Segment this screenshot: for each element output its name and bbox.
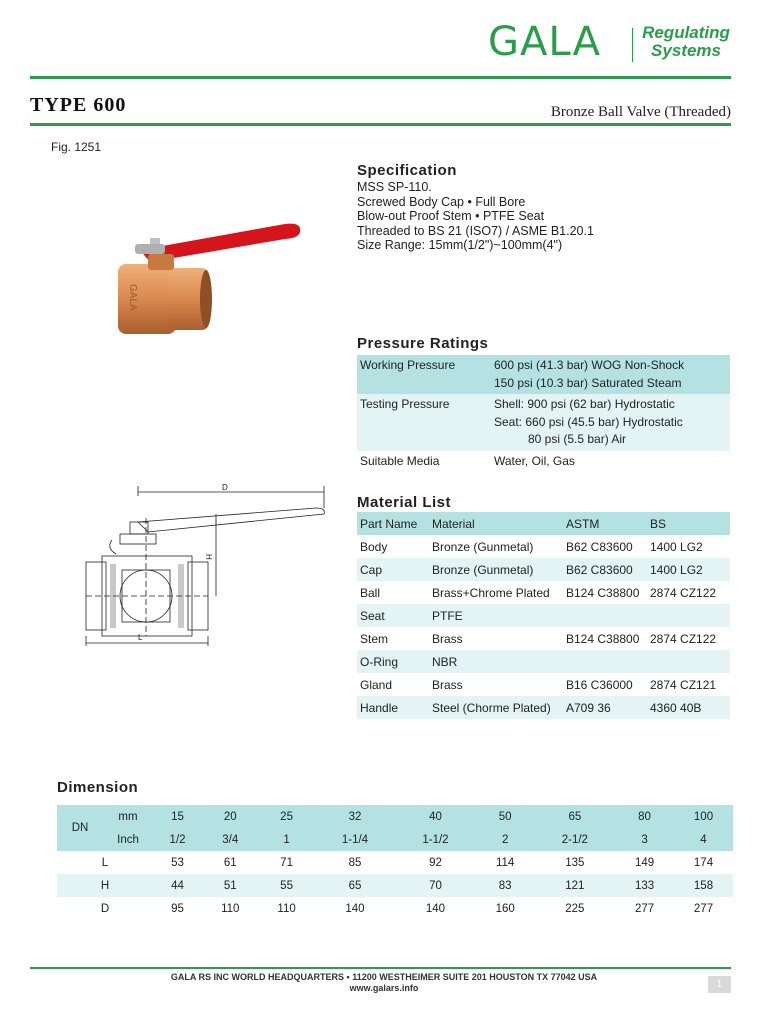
table-header-row bbox=[57, 805, 733, 828]
pressure-value: Seat: 660 psi (45.5 bar) Hydrostatic bbox=[494, 414, 683, 429]
dim-label-l: L bbox=[138, 633, 143, 642]
table-cell: O-Ring bbox=[360, 654, 399, 669]
table-cell: NBR bbox=[432, 654, 458, 669]
mm-value: 15 bbox=[171, 810, 184, 823]
column-header: Material bbox=[432, 516, 475, 531]
table-cell bbox=[563, 604, 647, 627]
column-header: Part Name bbox=[360, 516, 418, 531]
pressure-value: 150 psi (10.3 bar) Saturated Steam bbox=[494, 375, 682, 390]
mm-value: 20 bbox=[223, 810, 237, 823]
dimension-heading: Dimension bbox=[57, 779, 139, 796]
column-header: BS bbox=[650, 516, 667, 531]
dim-label-d: D bbox=[222, 483, 228, 492]
inch-value: 4 bbox=[700, 833, 707, 846]
table-row bbox=[357, 355, 730, 394]
table-header-row bbox=[357, 512, 730, 535]
tagline-line-2: Systems bbox=[651, 41, 721, 60]
footer-rule bbox=[30, 967, 731, 969]
footer-website[interactable]: www.galars.info bbox=[349, 983, 419, 993]
table-cell: 277 bbox=[693, 902, 714, 915]
footer-address: GALA RS INC WORLD HEADQUARTERS • 11200 WESTHEIMER SUITE 201 HOUSTON TX 77042 USA bbox=[170, 972, 598, 982]
mm-value: 25 bbox=[280, 810, 293, 823]
table-row bbox=[357, 535, 730, 558]
table-row bbox=[357, 650, 730, 673]
table-cell: 2874 CZ122 bbox=[650, 631, 717, 646]
dim-label-h: H bbox=[204, 554, 213, 560]
table-cell: 92 bbox=[429, 856, 442, 869]
table-cell: Body bbox=[360, 539, 388, 554]
brand-tagline bbox=[636, 24, 736, 60]
inch-value: 1-1/2 bbox=[422, 833, 449, 846]
table-cell: 55 bbox=[280, 879, 293, 892]
table-cell: Bronze (Gunmetal) bbox=[432, 562, 534, 577]
mm-value: 80 bbox=[638, 810, 651, 823]
table-cell: 1400 LG2 bbox=[650, 539, 703, 554]
specification-heading: Specification bbox=[357, 162, 457, 179]
table-header-row bbox=[57, 828, 733, 851]
table-cell: B62 C83600 bbox=[566, 562, 633, 577]
tagline-line-1: Regulating bbox=[642, 23, 730, 42]
table-cell: 110 bbox=[277, 902, 296, 915]
table-cell: 44 bbox=[171, 879, 184, 892]
table-row bbox=[57, 851, 733, 874]
table-cell: Bronze (Gunmetal) bbox=[432, 539, 534, 554]
inch-value: 2-1/2 bbox=[561, 833, 588, 846]
inch-value: 2 bbox=[501, 833, 509, 846]
table-cell: 2874 CZ122 bbox=[650, 585, 717, 600]
page-title: TYPE 600 bbox=[30, 94, 127, 116]
table-cell: Brass bbox=[432, 631, 463, 646]
table-cell: B16 C36000 bbox=[566, 677, 633, 692]
table-row bbox=[357, 627, 730, 650]
specification-list bbox=[357, 180, 594, 253]
inch-value: 1/2 bbox=[169, 833, 186, 846]
inch-value: 1 bbox=[283, 833, 290, 846]
unit-label: Inch bbox=[117, 833, 139, 846]
pressure-values bbox=[491, 451, 730, 473]
table-row bbox=[357, 581, 730, 604]
table-cell: 61 bbox=[223, 856, 237, 869]
table-cell bbox=[647, 650, 730, 673]
material-list-heading: Material List bbox=[357, 494, 452, 511]
pressure-ratings-table bbox=[357, 355, 730, 472]
inch-value: 1-1/4 bbox=[341, 833, 369, 846]
table-row bbox=[57, 874, 733, 897]
pressure-value: 600 psi (41.3 bar) WOG Non-Shock bbox=[494, 358, 685, 372]
spec-line: Size Range: 15mm(1/2")~100mm(4") bbox=[357, 238, 563, 252]
mm-value: 40 bbox=[429, 810, 442, 823]
valve-drawing bbox=[76, 478, 336, 648]
table-cell: 158 bbox=[693, 879, 714, 892]
spec-line: Blow-out Proof Stem • PTFE Seat bbox=[357, 209, 545, 223]
pressure-label: Working Pressure bbox=[360, 358, 456, 372]
table-cell: 110 bbox=[221, 902, 240, 915]
table-cell: 225 bbox=[565, 902, 585, 915]
logo-divider bbox=[632, 28, 633, 62]
table-cell: Stem bbox=[360, 631, 389, 646]
table-cell: 133 bbox=[634, 879, 655, 892]
spec-line: Threaded to BS 21 (ISO7) / ASME B1.20.1 bbox=[357, 223, 594, 238]
material-list-table bbox=[357, 512, 730, 719]
table-cell: 114 bbox=[495, 856, 515, 869]
unit-label: mm bbox=[118, 810, 138, 823]
table-row bbox=[357, 673, 730, 696]
table-row bbox=[357, 451, 730, 473]
table-cell: 4360 40B bbox=[650, 700, 702, 715]
pressure-value: Shell: 900 psi (62 bar) Hydrostatic bbox=[494, 397, 675, 411]
table-cell: 65 bbox=[348, 879, 362, 892]
pressure-value: 80 psi (5.5 bar) Air bbox=[528, 432, 627, 446]
pressure-ratings-heading: Pressure Ratings bbox=[357, 335, 489, 352]
table-cell: 160 bbox=[495, 902, 515, 915]
brand-logo: GALA bbox=[488, 19, 601, 65]
table-row bbox=[357, 696, 730, 719]
header-rule bbox=[30, 76, 731, 79]
dn-label: DN bbox=[71, 822, 89, 834]
table-cell: Cap bbox=[360, 562, 383, 577]
table-cell: 2874 CZ121 bbox=[650, 677, 717, 692]
spec-line: Screwed Body Cap • Full Bore bbox=[357, 194, 526, 209]
table-cell: 121 bbox=[565, 879, 585, 892]
row-label: H bbox=[100, 879, 110, 892]
pressure-values bbox=[491, 394, 730, 451]
table-cell: 95 bbox=[171, 902, 184, 915]
table-row bbox=[57, 897, 733, 920]
mm-value: 100 bbox=[693, 810, 714, 823]
mm-value: 32 bbox=[348, 810, 362, 823]
mm-value: 65 bbox=[568, 810, 582, 823]
row-label: D bbox=[100, 902, 110, 915]
table-cell: Gland bbox=[360, 677, 393, 692]
table-cell bbox=[563, 650, 647, 673]
table-cell: PTFE bbox=[432, 608, 463, 623]
page-number: 1 bbox=[708, 976, 731, 993]
table-cell: 83 bbox=[498, 879, 512, 892]
table-cell: 53 bbox=[171, 856, 184, 869]
row-label: L bbox=[101, 856, 109, 869]
pressure-values bbox=[491, 355, 730, 394]
inch-value: 3/4 bbox=[222, 833, 239, 846]
valve-photo bbox=[80, 212, 310, 342]
table-cell: 140 bbox=[345, 902, 365, 915]
title-rule bbox=[30, 123, 731, 126]
table-cell: 140 bbox=[425, 902, 446, 915]
valve-body-left bbox=[118, 264, 176, 334]
valve-stem bbox=[135, 244, 165, 254]
valve-bonnet bbox=[148, 254, 174, 270]
table-cell: B124 C38800 bbox=[566, 631, 640, 646]
valve-port bbox=[200, 270, 212, 328]
table-cell: 71 bbox=[280, 856, 293, 869]
figure-caption: Fig. 1251 bbox=[51, 140, 102, 154]
pressure-label: Testing Pressure bbox=[360, 397, 450, 411]
table-cell: A709 36 bbox=[566, 700, 611, 715]
table-cell: B124 C38800 bbox=[566, 585, 640, 600]
table-cell: 174 bbox=[693, 856, 714, 869]
table-cell: 1400 LG2 bbox=[650, 562, 703, 577]
column-header: ASTM bbox=[566, 516, 600, 531]
table-cell: Ball bbox=[360, 585, 381, 600]
footer bbox=[0, 972, 768, 994]
table-row bbox=[357, 558, 730, 581]
pressure-label: Suitable Media bbox=[360, 453, 440, 468]
table-cell: Steel (Chorme Plated) bbox=[432, 700, 551, 715]
page-subtitle: Bronze Ball Valve (Threaded) bbox=[550, 104, 731, 120]
table-cell: 277 bbox=[634, 902, 655, 915]
table-cell: 85 bbox=[348, 856, 362, 869]
inch-value: 3 bbox=[641, 833, 648, 846]
pressure-value: Water, Oil, Gas bbox=[494, 453, 575, 468]
table-cell: B62 C83600 bbox=[566, 539, 633, 554]
table-cell: Handle bbox=[360, 700, 399, 715]
table-cell: 135 bbox=[565, 856, 585, 869]
table-cell: Seat bbox=[360, 608, 385, 623]
table-cell: 51 bbox=[223, 879, 237, 892]
table-cell: Brass+Chrome Plated bbox=[432, 585, 550, 600]
mm-value: 50 bbox=[498, 810, 512, 823]
table-row bbox=[357, 604, 730, 627]
spec-line: MSS SP-110. bbox=[357, 180, 432, 194]
table-cell bbox=[647, 604, 730, 627]
table-cell: 70 bbox=[429, 879, 442, 892]
table-cell: 149 bbox=[634, 856, 655, 869]
table-cell: Brass bbox=[432, 677, 463, 692]
dimension-table bbox=[57, 805, 733, 920]
valve-cast-mark: GALA bbox=[127, 284, 138, 311]
table-row bbox=[357, 394, 730, 451]
